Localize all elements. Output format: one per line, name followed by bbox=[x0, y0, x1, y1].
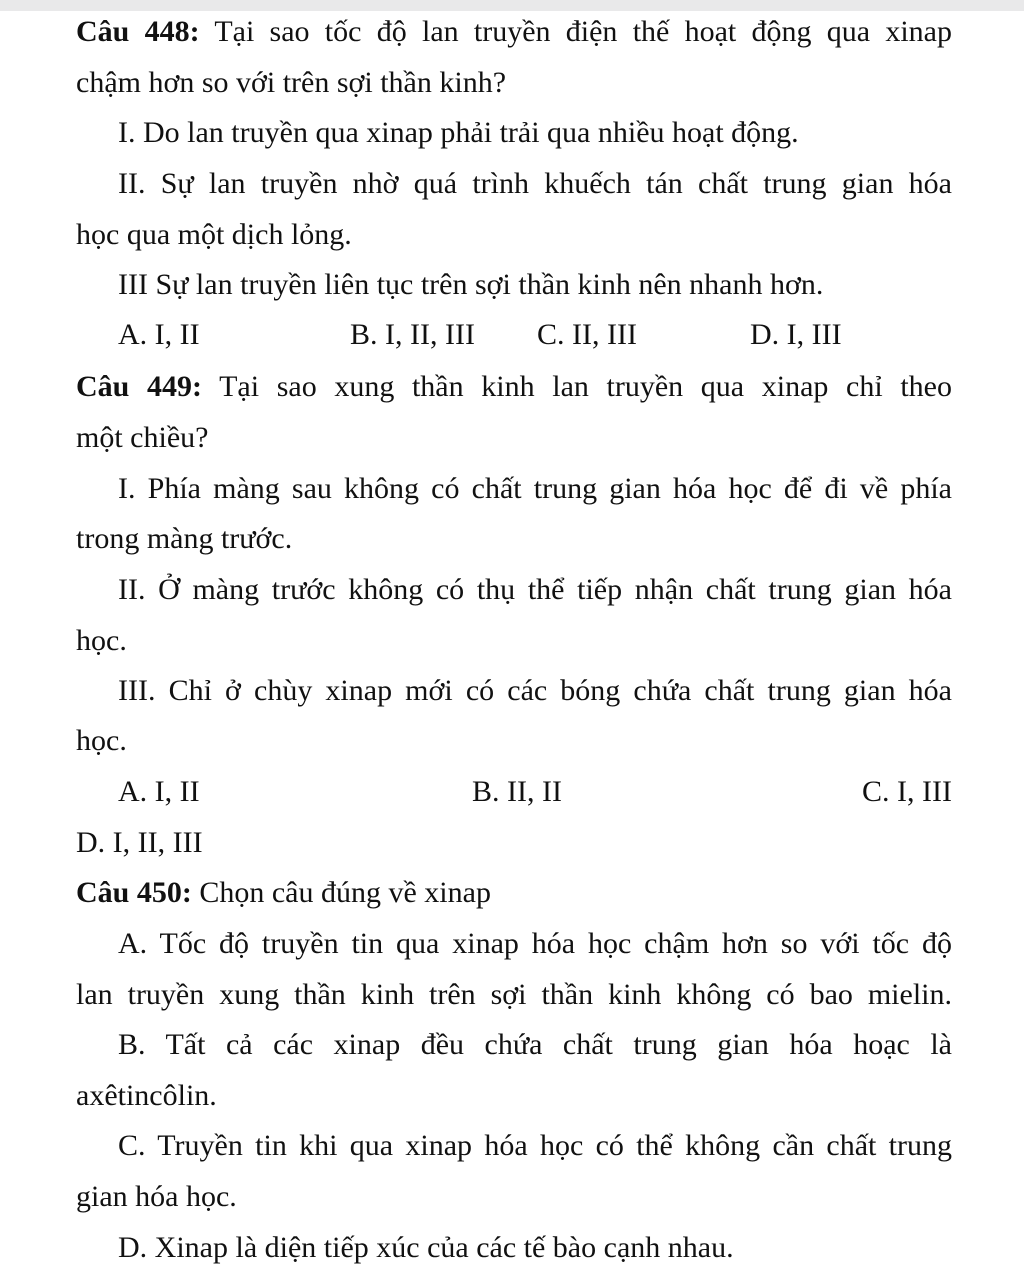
question-448-stem-line-1: Câu 448: Tại sao tốc độ lan truyền điện thế hoạt động qua xinap bbox=[76, 15, 952, 48]
question-448-statement-2-cont: học qua một dịch lỏng. bbox=[76, 218, 352, 251]
question-449-option-c[interactable]: C. I, III bbox=[862, 775, 952, 808]
question-449-statement-2-cont: học. bbox=[76, 624, 127, 657]
question-450-option-d[interactable]: D. Xinap là diện tiếp xúc của các tế bào cạnh nhau. bbox=[118, 1231, 734, 1264]
question-450-option-a-cont: lan truyền xung thần kinh trên sợi thần kinh không có bao mielin. bbox=[76, 978, 952, 1011]
question-448-option-b[interactable]: B. I, II, III bbox=[350, 318, 475, 351]
question-448-option-d[interactable]: D. I, III bbox=[750, 318, 842, 351]
question-450-label: Câu 450: bbox=[76, 876, 192, 909]
question-449-statement-1-cont: trong màng trước. bbox=[76, 522, 293, 555]
question-449-statement-1: I. Phía màng sau không có chất trung gian hóa học để đi về phía bbox=[118, 472, 952, 505]
question-450-option-b-cont: axêtincôlin. bbox=[76, 1079, 217, 1112]
question-449-stem-line-1: Câu 449: Tại sao xung thần kinh lan truyền qua xinap chỉ theo bbox=[76, 370, 952, 403]
question-450-option-b[interactable]: B. Tất cả các xinap đều chứa chất trung gian hóa hoạc là bbox=[118, 1028, 952, 1061]
question-450-option-c[interactable]: C. Truyền tin khi qua xinap hóa học có thể không cần chất trung bbox=[118, 1129, 952, 1162]
question-448-option-c[interactable]: C. II, III bbox=[537, 318, 637, 351]
question-448-option-a[interactable]: A. I, II bbox=[118, 318, 200, 351]
question-449-option-d[interactable]: D. I, II, III bbox=[76, 826, 203, 859]
question-448-label: Câu 448: bbox=[76, 15, 200, 48]
question-450-stem: Câu 450: Chọn câu đúng về xinap bbox=[76, 876, 491, 909]
question-450-option-a[interactable]: A. Tốc độ truyền tin qua xinap hóa học chậm hơn so với tốc độ bbox=[118, 927, 952, 960]
question-449-option-b[interactable]: B. II, II bbox=[472, 775, 562, 808]
question-448-statement-2: II. Sự lan truyền nhờ quá trình khuếch tán chất trung gian hóa bbox=[118, 167, 952, 200]
question-448-stem-line-2: chậm hơn so với trên sợi thần kinh? bbox=[76, 66, 507, 99]
question-449-statement-2: II. Ở màng trước không có thụ thể tiếp nhận chất trung gian hóa bbox=[118, 573, 952, 606]
question-449-stem-line-2: một chiều? bbox=[76, 421, 209, 454]
question-449-option-a[interactable]: A. I, II bbox=[118, 775, 200, 808]
question-448-statement-1: I. Do lan truyền qua xinap phải trải qua nhiều hoạt động. bbox=[118, 116, 799, 149]
question-449-statement-3: III. Chỉ ở chùy xinap mới có các bóng chứa chất trung gian hóa bbox=[118, 674, 952, 707]
question-450-option-c-cont: gian hóa học. bbox=[76, 1180, 237, 1213]
question-449-statement-3-cont: học. bbox=[76, 724, 127, 757]
question-449-label: Câu 449: bbox=[76, 370, 202, 403]
question-448-statement-3: III Sự lan truyền liên tục trên sợi thần kinh nên nhanh hơn. bbox=[118, 268, 824, 301]
